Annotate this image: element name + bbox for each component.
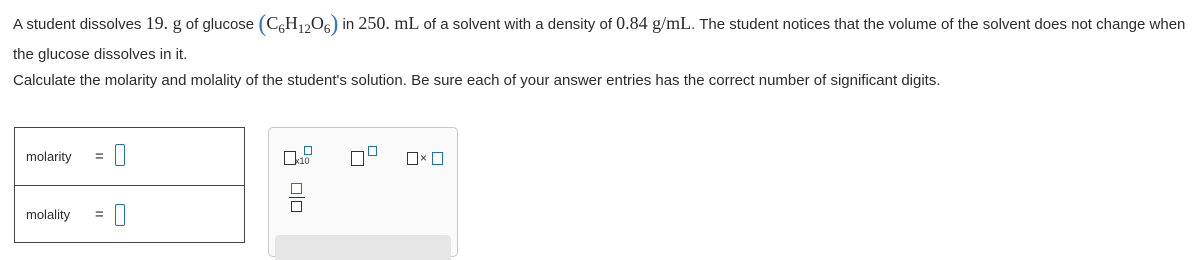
factor-box-icon <box>432 152 443 165</box>
palette-action-bar[interactable] <box>275 235 451 260</box>
x10-label: x10 <box>295 156 310 166</box>
answer-table <box>14 127 245 243</box>
question-part5: . The student notices that the volume of the solvent does not change when the glucose dissolves in it. <box>13 16 1186 63</box>
denominator-box-icon <box>291 201 302 212</box>
multiply-button[interactable] <box>407 150 445 168</box>
equals-sign: = <box>95 148 104 165</box>
glucose-mass: 19. g <box>145 13 182 33</box>
fraction-button[interactable] <box>289 183 305 213</box>
exponent-box-icon <box>304 146 312 155</box>
question-text <box>13 8 1198 70</box>
question-part1: A student dissolves <box>13 16 142 33</box>
molality-row <box>15 185 244 243</box>
molarity-row <box>15 128 244 185</box>
math-palette <box>268 127 458 257</box>
question-part4: of a solvent with a density of <box>423 16 612 33</box>
glucose-formula: $(C_6H_{12}O_6)$ <box>258 11 339 37</box>
question-part2: of glucose <box>185 16 255 33</box>
instruction-text: Calculate the molarity and molality of the student's solution. Be sure each of your answer entries has the correct number of significant digits. <box>13 72 941 89</box>
times-label: × <box>420 151 428 165</box>
solvent-density: 0.84 g/mL <box>616 13 692 33</box>
molality-label: molality <box>26 207 71 222</box>
molality-input[interactable] <box>115 204 125 226</box>
solvent-volume: 250. mL <box>358 13 420 33</box>
fraction-bar <box>289 197 305 198</box>
superscript-button[interactable] <box>351 146 379 168</box>
equals-sign: = <box>95 206 104 223</box>
base-box-icon <box>351 151 364 166</box>
factor-box-icon <box>407 152 418 165</box>
question-part3: in <box>342 16 355 33</box>
scientific-notation-button[interactable] <box>284 146 316 168</box>
exponent-box-icon <box>368 146 377 156</box>
molarity-input[interactable] <box>115 144 125 166</box>
molarity-label: molarity <box>26 149 72 164</box>
numerator-box-icon <box>291 183 302 194</box>
